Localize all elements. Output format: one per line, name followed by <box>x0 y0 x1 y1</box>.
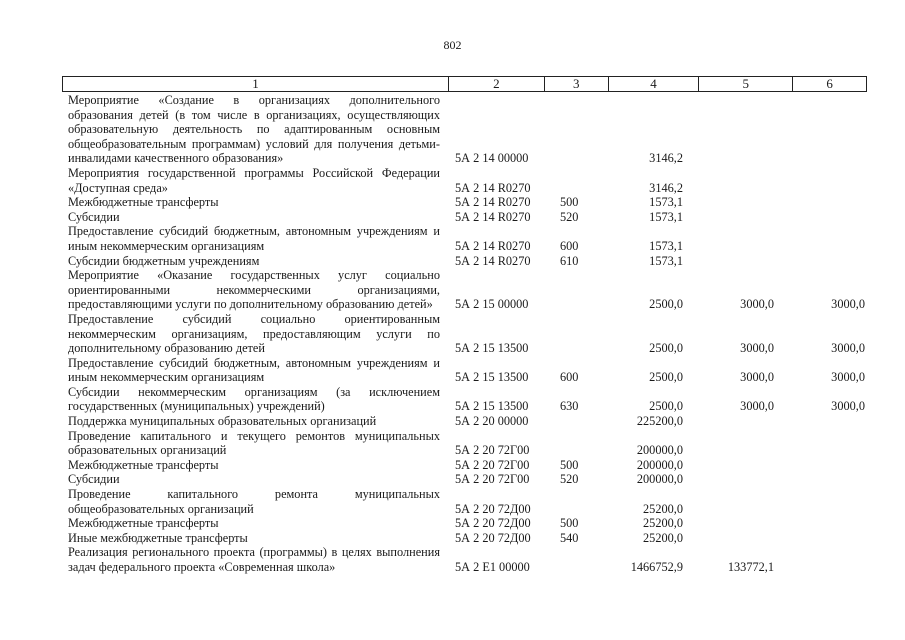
row-value-col4: 1573,1 <box>649 253 683 268</box>
row-name: Межбюджетные трансферты <box>68 195 219 210</box>
table-row <box>0 166 905 195</box>
table-row <box>0 356 905 385</box>
table-row <box>0 195 905 210</box>
row-code: 5А 2 20 72Д00 <box>455 516 531 531</box>
row-value-col5: 3000,0 <box>740 297 774 312</box>
row-name: Поддержка муниципальных образовательных организаций <box>68 414 377 429</box>
table-row <box>0 312 905 356</box>
row-code: 5А 2 15 13500 <box>455 370 529 385</box>
table-row <box>0 429 905 458</box>
row-value-col4: 2500,0 <box>649 370 683 385</box>
row-code: 5А 2 20 72Д00 <box>455 530 531 545</box>
row-value-col4: 3146,2 <box>649 180 683 195</box>
table-row <box>0 487 905 516</box>
row-expense-type: 520 <box>560 209 579 224</box>
row-code: 5А 2 14 R0270 <box>455 180 531 195</box>
table-row <box>0 414 905 429</box>
table-row <box>0 545 905 574</box>
column-header-6: 6 <box>826 76 833 91</box>
row-expense-type: 500 <box>560 457 579 472</box>
row-name: Субсидии <box>68 209 120 224</box>
column-header-3: 3 <box>545 77 609 91</box>
row-expense-type: 600 <box>560 370 579 385</box>
row-code: 5А 2 20 72Г00 <box>455 457 530 472</box>
table-row <box>0 224 905 253</box>
row-expense-type: 610 <box>560 253 579 268</box>
row-value-col4: 225200,0 <box>636 414 683 429</box>
row-value-col4: 2500,0 <box>649 341 683 356</box>
table-row <box>0 93 905 166</box>
row-value-col4: 25200,0 <box>643 516 683 531</box>
row-expense-type: 540 <box>560 530 579 545</box>
column-header-4: 4 <box>609 77 700 91</box>
table-row <box>0 254 905 269</box>
row-value-col5: 3000,0 <box>740 399 774 414</box>
row-expense-type: 630 <box>560 399 579 414</box>
row-expense-type: 500 <box>560 195 579 210</box>
row-value-col4: 2500,0 <box>649 297 683 312</box>
row-code: 5А 2 15 00000 <box>455 297 529 312</box>
row-name: Предоставление субсидий бюджетным, автономным учреждениям и иным некоммерческим организациям <box>68 355 440 385</box>
row-value-col6: 3000,0 <box>831 297 865 312</box>
row-expense-type: 520 <box>560 472 579 487</box>
row-name: Межбюджетные трансферты <box>68 457 219 472</box>
row-value-col4: 200000,0 <box>636 457 683 472</box>
row-name: Межбюджетные трансферты <box>68 516 219 531</box>
column-header-row <box>62 76 867 92</box>
row-value-col6: 3000,0 <box>831 399 865 414</box>
row-name: Мероприятие «Создание в организациях дополнительного образования детей (в том числе в организациях, осуществляющих образовательную деятельность по адаптированным основным общеобразовательным программам) условий для получения детьми-инвалидами качественного образования» <box>68 93 440 166</box>
row-value-col5: 3000,0 <box>740 341 774 356</box>
row-code: 5А 2 20 72Г00 <box>455 472 530 487</box>
row-value-col4: 1466752,9 <box>630 560 683 574</box>
row-name: Предоставление субсидий социально ориентированным некоммерческим организациям, предоставляющим услуги по дополнительному образованию детей <box>68 311 440 356</box>
row-code: 5А 2 20 00000 <box>455 414 529 429</box>
table-row <box>0 210 905 225</box>
row-value-col6: 3000,0 <box>831 370 865 385</box>
column-header-5: 5 <box>699 77 793 91</box>
row-value-col6: 3000,0 <box>831 341 865 356</box>
row-value-col4: 1573,1 <box>649 195 683 210</box>
column-header-2: 2 <box>449 77 545 91</box>
row-value-col4: 25200,0 <box>643 530 683 545</box>
row-name: Предоставление субсидий бюджетным, автономным учреждениям и иным некоммерческим организациям <box>68 224 440 253</box>
table-row <box>0 268 905 312</box>
row-value-col5: 133772,1 <box>727 560 774 574</box>
row-expense-type: 600 <box>560 238 579 253</box>
row-code: 5А 2 15 13500 <box>455 341 529 356</box>
row-code: 5А 2 14 R0270 <box>455 238 531 253</box>
row-name: Иные межбюджетные трансферты <box>68 530 248 545</box>
row-name: Реализация регионального проекта (программы) в целях выполнения задач федерального проекта «Современная школа» <box>68 545 440 574</box>
row-name: Мероприятия государственной программы Российской Федерации «Доступная среда» <box>68 165 440 195</box>
row-code: 5А 2 14 00000 <box>455 151 529 166</box>
table-row <box>0 472 905 487</box>
row-name: Проведение капитального ремонта муниципальных общеобразовательных организаций <box>68 487 440 516</box>
row-code: 5А 2 20 72Г00 <box>455 443 530 458</box>
row-value-col4: 1573,1 <box>649 238 683 253</box>
row-code: 5А 2 Е1 00000 <box>455 560 530 574</box>
row-name: Субсидии некоммерческим организациям (за исключением государственных (муниципальных) учреждений) <box>68 384 440 414</box>
row-code: 5А 2 20 72Д00 <box>455 501 531 516</box>
row-code: 5А 2 15 13500 <box>455 399 529 414</box>
row-value-col4: 1573,1 <box>649 209 683 224</box>
budget-table-body <box>0 93 905 575</box>
page-number: 802 <box>443 38 462 52</box>
row-expense-type: 500 <box>560 516 579 531</box>
row-name: Субсидии бюджетным учреждениям <box>68 253 260 268</box>
row-code: 5А 2 14 R0270 <box>455 209 531 224</box>
row-value-col4: 2500,0 <box>649 399 683 414</box>
table-row <box>0 458 905 473</box>
row-value-col4: 200000,0 <box>636 443 683 458</box>
table-row <box>0 385 905 414</box>
column-header-1: 1 <box>63 77 449 91</box>
row-value-col4: 3146,2 <box>649 151 683 166</box>
table-row <box>0 531 905 546</box>
table-row <box>0 516 905 531</box>
row-value-col4: 200000,0 <box>636 472 683 487</box>
row-name: Субсидии <box>68 472 120 487</box>
row-name: Мероприятие «Оказание государственных услуг социально ориентированными некоммерческими организациями, предоставляющими услуги по дополнительному образованию детей» <box>68 268 440 312</box>
row-value-col4: 25200,0 <box>643 501 683 516</box>
row-code: 5А 2 14 R0270 <box>455 195 531 210</box>
row-name: Проведение капитального и текущего ремонтов муниципальных образовательных организаций <box>68 428 440 458</box>
row-code: 5А 2 14 R0270 <box>455 253 531 268</box>
row-value-col5: 3000,0 <box>740 370 774 385</box>
